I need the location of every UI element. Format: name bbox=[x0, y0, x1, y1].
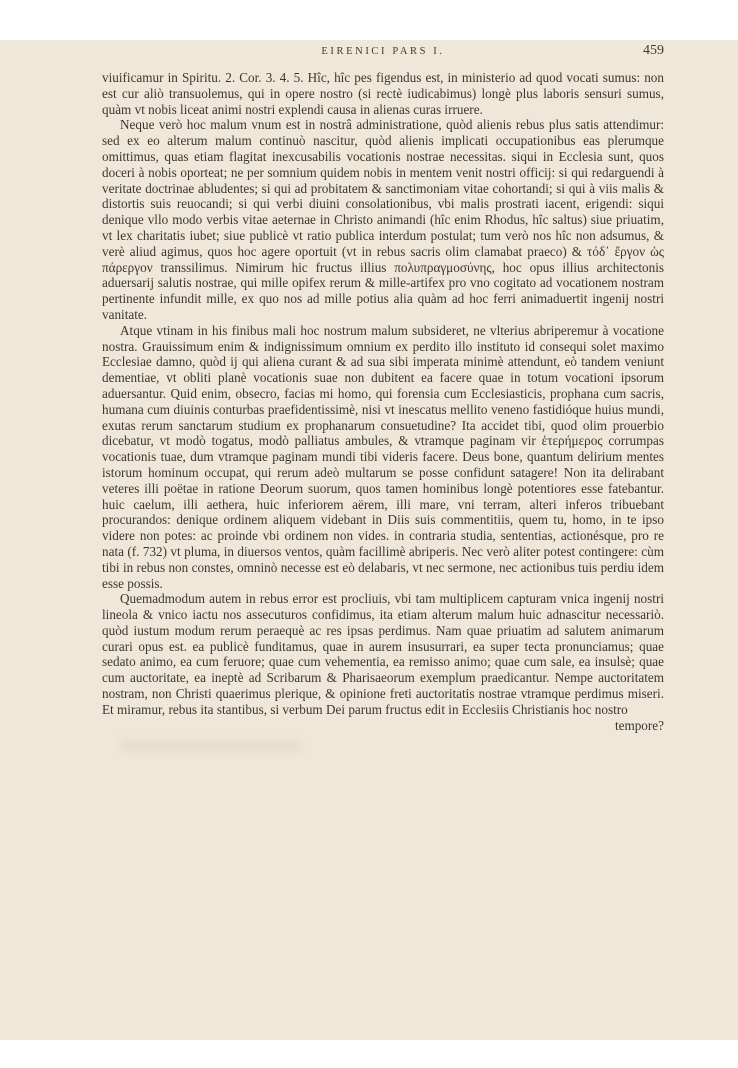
page-body bbox=[102, 70, 664, 733]
page-header bbox=[102, 43, 664, 62]
page-number: 459 bbox=[643, 43, 664, 58]
catchword: tempore? bbox=[614, 717, 664, 733]
paper-stain bbox=[120, 740, 300, 752]
paragraph-3: Atque vtinam in his finibus mali hoc nostrum malum subsideret, ne vlterius abriperemur à vocatione nostra. Grauissimum enim & indignissimum omnium ex perdito illo instituto id consequi solet maximo Ecclesiae damno, quòd ij qui aliena curant & ad sua sibi imperata minimè attendunt, eò tandem veniunt dementiae, vt obliti planè vocationis suae non dubitent ea facere quae in totum vocationi ipsorum aduersantur. Quid enim, obsecro, facias mi homo, qui forensia cum Ecclesiasticis, prophana cum sacris, humana cum diuinis conturbas praefidentissimè, nisi vt inescatus mellito veneno fastidióque huius mundi, exutas rerum sanctarum studium ex prophanarum consuetudine? Ita accidet tibi, quod olim prouerbio dicebatur, vt modò togatus, modò palliatus ambules, & vtramque paginam vir ἑτερήμερος corrumpas vocationis tuae, dum vtramque paginam mundi tibi videris facere. Deus bone, quantum delirium mentes istorum hominum occupat, qui rerum adeò multarum se posse confidunt satagere! Non ita delirabant veteres illi poëtae in ratione Deorum suorum, quos tamen hominibus longè potentiores esse fatebantur. huic caelum, illi aethera, huic inferiorem aërem, illi mare, vni terram, alteri inferos tribuebant procurandos: denique ordinem aliquem videbant in Diis suis commentitiis, quem tu, homo, in te ipso videre non potes: ac proinde vbi ordinem non vides. in contraria studia, sententias, actionésque, pro re nata (f. 732) vt pluma, in diuersos ventos, quàm facillimè abriperis. Nec verò aliter potest contingere: cùm tibi in rebus non constes, omninò necesse est eò delabaris, vt nec sermone, nec actionibus tuis perdiu idem esse possis. bbox=[102, 322, 664, 591]
paragraph-2: Neque verò hoc malum vnum est in nostrâ administratione, quòd alienis rebus plus satis attendimur: sed ex eo alterum malum continuò nascitur, quòd alienis implicati occupationibus eas plerumque omittimus, quas etiam flagitat inexcusabilis vocationis nostrae necessitas. siqui in Ecclesia sunt, quos doceri à nobis oporteat; ne per somnium quidem nobis in mentem venit nostri officij: si qui redarguendi à veritate doctrinae abludentes; si qui ad probitatem & sanctimoniam vitae cohortandi; si qui à viis malis & distortis suis reuocandi; si qui verbi diuini consolationibus, vbi malis prostrati iacent, erigendi: siqui denique vllo modo verbis vitae aeternae in Christo animandi (hîc enim Rhodus, hîc saltus) siue priuatim, vt lex charitatis iubet; siue publicè vt ratio publica interdum postulat; tum verò nos hîc non adsumus, & verè aliud agimus, quos hoc agere oportuit (vt in rebus sacris olim clamabat praeco) & τόδ᾽ ἔργον ὡς πάρεργον transsilimus. Nimirum hic fructus illius πολυπραγμοσύνης, hoc opus illius architectonis aduersarij salutis nostrae, qui mille opifex rerum & mille-artifex pro vno cogitato ad vocationem nostram pertinente infundit mille, ex quo nos ad mille potius alia quàm ad hoc ferri animaduertit ingenij nostri vanitate. bbox=[102, 117, 664, 322]
paragraph-4: Quemadmodum autem in rebus error est procliuis, vbi tam multiplicem capturam vnica ingenij nostri lineola & vnico iactu nos assecuturos confidimus, ita etiam alterum malum huic adnascitur necessariò. quòd iustum modum rerum peraequè ac res ipsas perdimus. Nam quae priuatim ad salutem animarum curari opus est. ea publicè funditamus, quae in aurem insusurrari, ea super tecta pronunciamus; quae sedato animo, ea cum feruore; quae cum vehementia, ea remisso animo; quae cum sale, ea insulsè; quae cum auctoritate, ea ineptè ad Scribarum & Pharisaeorum exemplum praedicantur. Nempe auctoritatem nostram, non Christi quaerimus plerique, & opinione freti auctoritatis nostrae vtramque perdimus miseri. Et miramur, rebus ita stantibus, si verbum Dei parum fructus edit in Ecclesiis Christianis hoc nostro bbox=[102, 591, 664, 717]
running-head: EIRENICI PARS I. bbox=[321, 46, 445, 57]
paragraph-1: viuificamur in Spiritu. 2. Cor. 3. 4. 5. Hîc, hîc pes figendus est, in ministerio ad quod vocati sumus: non est cur aliò transuolemus, qui in opere nostro (si rectè iudicabimus) longè plus laboris sensuri sumus, quàm vt nobis liceat animi nostri explendi causa in alienas curas irruere. bbox=[102, 70, 664, 117]
